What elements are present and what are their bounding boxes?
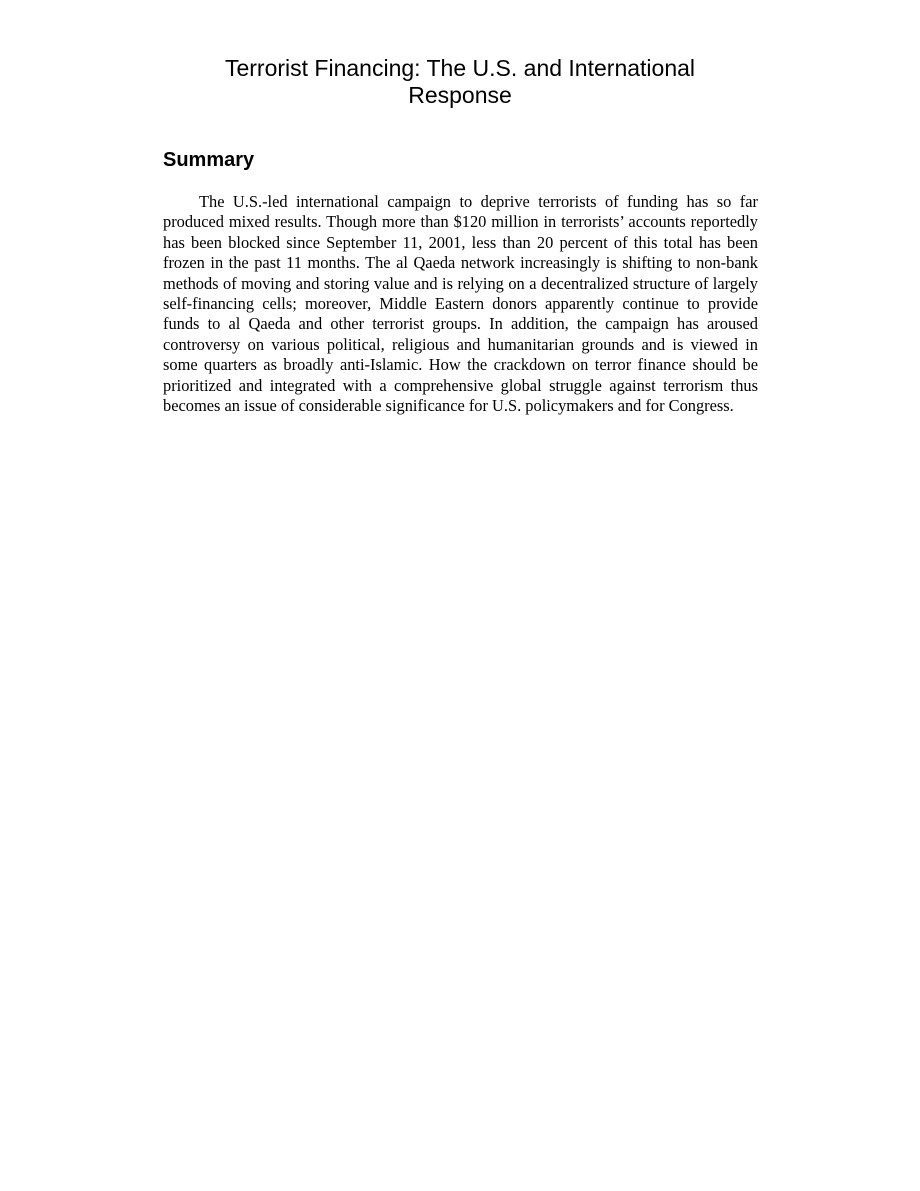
summary-paragraph: The U.S.-led international campaign to deprive terrorists of funding has so far produced mixed results. Though more than $120 million in terrorists’ accounts reportedly has been blocked since September 11, 2001, less than 20 percent of this total has been frozen in the past 11 months. The al Qaeda network increasingly is shifting to non-bank methods of moving and storing value and is relying on a decentralized structure of largely self-financing cells; moreover, Middle Eastern donors apparently continue to provide funds to al Qaeda and other terrorist groups. In addition, the campaign has aroused controversy on various political, religious and humanitarian grounds and is viewed in some quarters as broadly anti-Islamic. How the crackdown on terror finance should be prioritized and integrated with a comprehensive global struggle against terrorism thus becomes an issue of considerable significance for U.S. policymakers and for Congress. <box>163 192 758 416</box>
document-title-line-2: Response <box>408 82 512 108</box>
summary-heading: Summary <box>163 149 255 171</box>
document-title-line-1: Terrorist Financing: The U.S. and International <box>224 55 696 81</box>
document-title <box>160 55 760 109</box>
